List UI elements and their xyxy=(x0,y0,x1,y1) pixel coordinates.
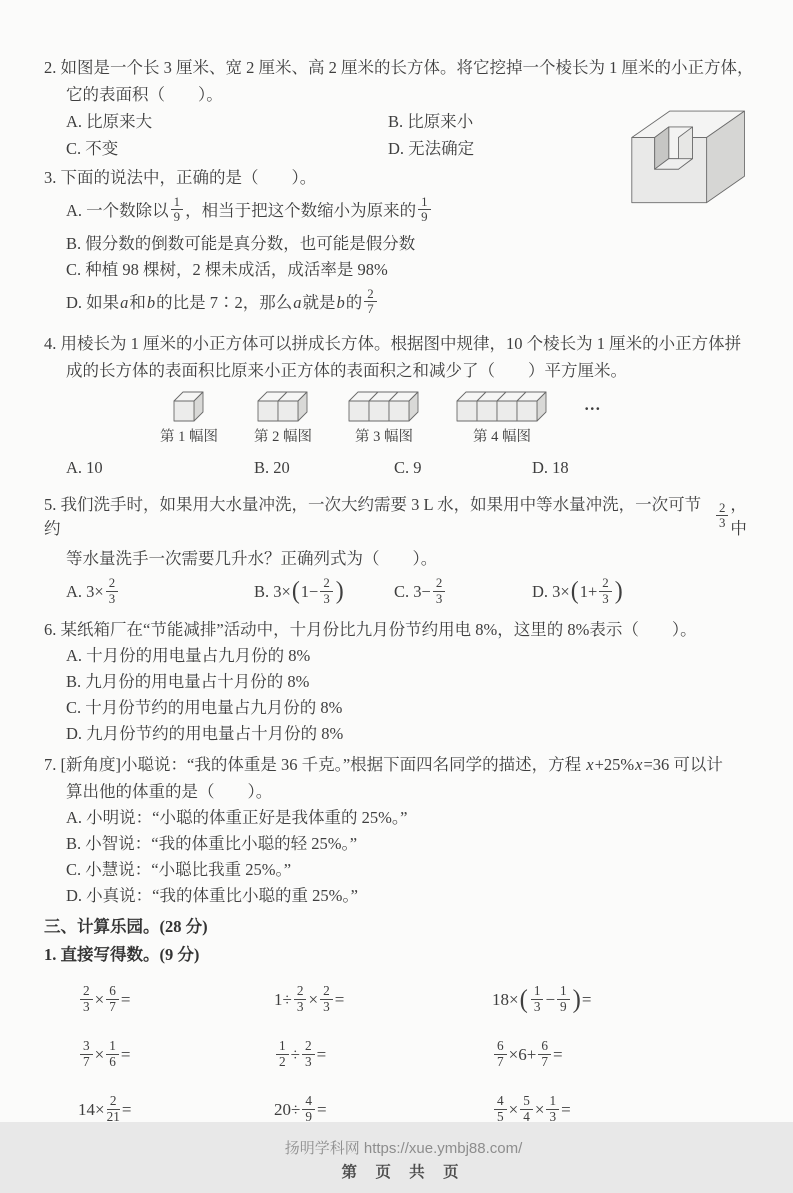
q6-option-b: B. 九月份的用电量占十月份的 8% xyxy=(66,672,310,692)
q7-option-a: A. 小明说：“小聪的体重正好是我体重的 25%。” xyxy=(66,808,408,828)
q2-option-c: C. 不变 xyxy=(66,138,119,158)
q5-option-d: D. 3× ( 1+ $\frac{2}{3}$ ) xyxy=(532,576,623,606)
cube-strip-1-icon xyxy=(173,391,205,422)
cube-strip-3-icon xyxy=(348,391,420,422)
footer-site-text: 扬明学科网 https://xue.ymbj88.com/ xyxy=(284,1140,523,1158)
question-5 xyxy=(44,488,763,613)
q4-line-2: 成的长方体的表面积比原来小正方体的表面积之和减少了（ ）平方厘米。 xyxy=(66,361,627,381)
calc-expression-0-2: 18× ( $\frac{1}{3}$ − $\frac{1}{9}$ ) = xyxy=(492,983,592,1015)
figure-label-2: 第 2 幅图 xyxy=(254,428,312,445)
q2-option-b: B. 比原来小 xyxy=(388,111,474,131)
cube-figure-4 xyxy=(456,391,548,448)
figure-label-3: 第 3 幅图 xyxy=(355,428,413,445)
q6-head: 6. 某纸箱厂在“节能减排”活动中，十月份比九月份节约用电 8%，这里的 8%表示（ ）。 xyxy=(44,619,697,639)
q2-option-d: D. 无法确定 xyxy=(388,138,475,158)
cube-figure-3 xyxy=(348,391,420,448)
q7-line-1: 7. [新角度]小聪说：“我的体重是 36 千克。”根据下面四名同学的描述，方程 x +25% x =36 可以计 xyxy=(44,754,723,774)
calc-expression-2-0: 14× $\frac{2}{21}$ = xyxy=(78,1093,132,1125)
ellipsis-marker: … xyxy=(584,394,603,414)
q5-option-c: C. 3− $\frac{2}{3}$ xyxy=(394,577,532,607)
section-3-title: 三、计算乐园。(28 分) xyxy=(44,917,208,937)
calc-expression-1-0: $\frac{3}{7}$ × $\frac{1}{6}$ = xyxy=(78,1028,274,1083)
q5-line-1: 5. 我们洗手时，如果用大水量冲洗，一次大约需要 3 L 水，如果用中等水量冲洗，一次可节约 $\frac{2}{3}$ ，中 xyxy=(44,494,747,538)
q4-option-d: D. 18 xyxy=(532,458,569,478)
q3-option-b: B. 假分数的倒数可能是真分数，也可能是假分数 xyxy=(66,233,416,253)
q4-options xyxy=(44,455,763,482)
q5-line-2: 等水量洗手一次需要几升水？正确列式为（ ）。 xyxy=(66,549,438,569)
q3-option-c: C. 种植 98 棵树，2 棵未成活，成活率是 98% xyxy=(66,259,388,279)
q4-figures xyxy=(44,391,763,448)
question-7 xyxy=(44,751,763,909)
question-6 xyxy=(44,616,763,747)
q6-option-c: C. 十月份节约的用电量占九月份的 8% xyxy=(66,698,343,718)
calc-expression-0-0: $\frac{2}{3}$ × $\frac{6}{7}$ = xyxy=(78,973,274,1028)
cube-figure-2 xyxy=(254,391,312,448)
section-3 xyxy=(44,913,763,1138)
cube-strip-4-icon xyxy=(456,391,548,422)
cube-strip-2-icon xyxy=(257,391,309,422)
q5-option-a: A. 3× $\frac{2}{3}$ xyxy=(66,577,254,607)
cuboid-notch-figure xyxy=(623,104,755,208)
q7-line-2: 算出他的体重的是（ ）。 xyxy=(66,781,273,801)
calc-expression-2-2: $\frac{4}{5}$ × $\frac{5}{4}$ × $\frac{1}{3}$ = xyxy=(492,1083,763,1138)
page-footer xyxy=(44,1138,763,1192)
section-3-sub-1: 1. 直接写得数。(9 分) xyxy=(44,945,200,965)
calc-expression-2-1: 20÷ $\frac{4}{9}$ = xyxy=(274,1093,327,1125)
q7-option-d: D. 小真说：“我的体重比小聪的重 25%。” xyxy=(66,886,358,906)
q3-head: 3. 下面的说法中，正确的是（ ）。 xyxy=(44,167,317,187)
q7-option-c: C. 小慧说：“小聪比我重 25%。” xyxy=(66,860,292,880)
figure-label-1: 第 1 幅图 xyxy=(160,428,218,445)
calc-expression-1-2: $\frac{6}{7}$ ×6+ $\frac{6}{7}$ = xyxy=(492,1028,763,1083)
calc-expression-0-1: 1÷ $\frac{2}{3}$ × $\frac{2}{3}$ = xyxy=(274,983,345,1015)
calc-grid xyxy=(44,973,763,1138)
figure-label-4: 第 4 幅图 xyxy=(473,428,531,445)
q6-option-a: A. 十月份的用电量占九月份的 8% xyxy=(66,646,311,666)
q2-option-a: A. 比原来大 xyxy=(66,111,153,131)
q2-line-2: 它的表面积（ ）。 xyxy=(66,84,223,104)
footer-page-label: 第 页 共 页 xyxy=(341,1164,466,1182)
q4-option-b: B. 20 xyxy=(254,458,290,478)
q5-option-b: B. 3× ( 1− $\frac{2}{3}$ ) xyxy=(254,576,344,606)
cube-figure-1 xyxy=(160,391,218,448)
q4-option-c: C. 9 xyxy=(394,458,422,478)
calc-expression-1-1: $\frac{1}{2}$ ÷ $\frac{2}{3}$ = xyxy=(274,1028,492,1083)
q4-line-1: 4. 用棱长为 1 厘米的小正方体可以拼成长方体。根据图中规律，10 个棱长为 1 厘米的小正方体拼 xyxy=(44,334,742,354)
q3-option-d: D. 如果 a 和 b 的比是 7∶2，那么 a 就是 b 的 $\frac{2}{7}$ xyxy=(44,288,763,318)
q6-option-d: D. 九月份节约的用电量占十月份的 8% xyxy=(66,724,344,744)
q3-option-a: A. 一个数除以 $\frac{1}{9}$ ，相当于把这个数缩小为原来的 $\frac{1}{9}$ xyxy=(44,196,763,226)
question-4 xyxy=(44,331,763,482)
q2-line-1: 2. 如图是一个长 3 厘米、宽 2 厘米、高 2 厘米的长方体。将它挖掉一个棱长为 1 厘米的小正方体， xyxy=(44,57,754,77)
q7-option-b: B. 小智说：“我的体重比小聪的轻 25%。” xyxy=(66,834,358,854)
q4-option-a: A. 10 xyxy=(66,458,103,478)
q5-options xyxy=(44,577,763,607)
